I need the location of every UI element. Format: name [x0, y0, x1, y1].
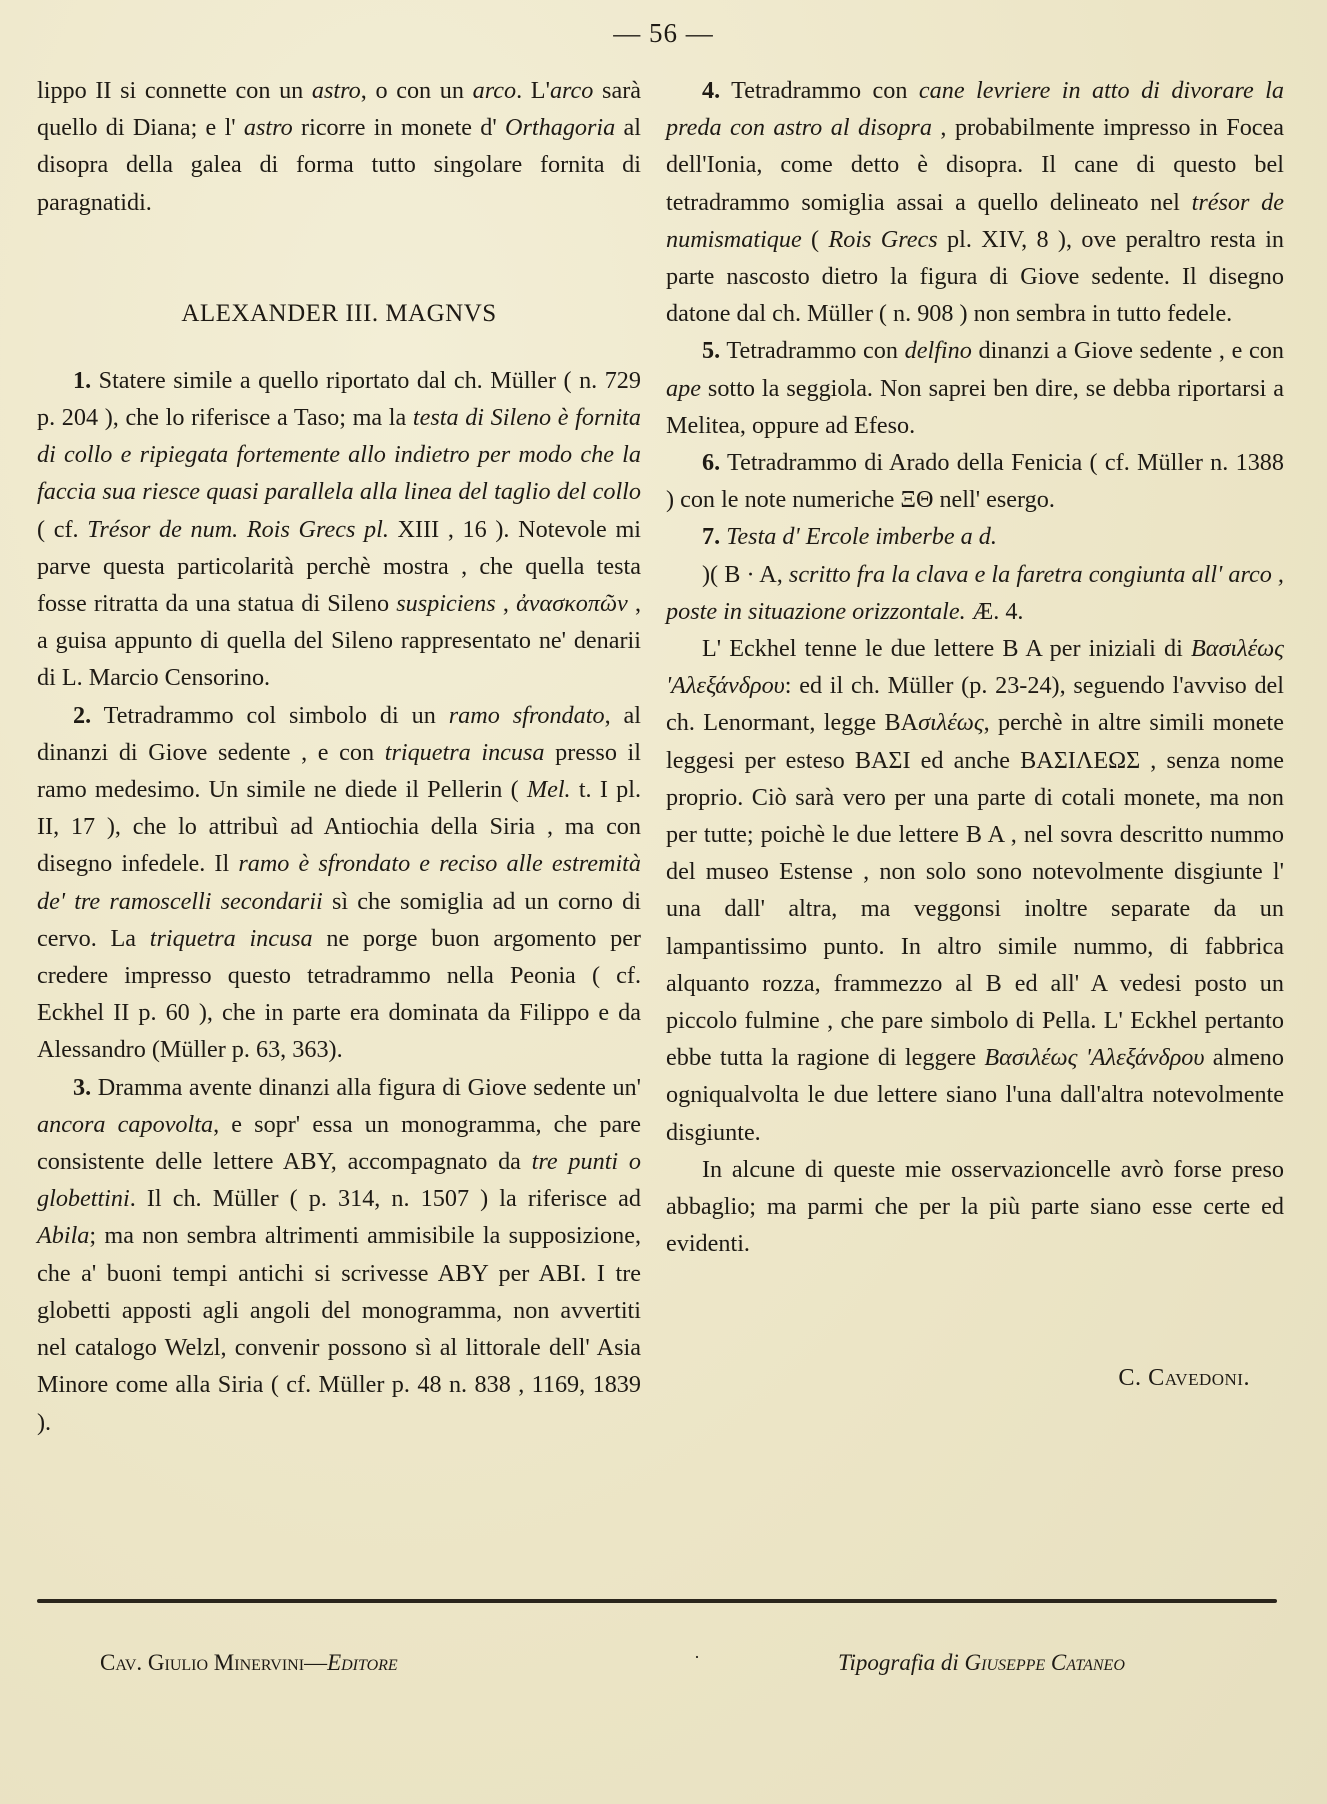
text-segment: , perchè in altre simili monete leggesi per esteso ΒΑΣΙ ed anche ΒΑΣΙΛΕΩΣ , senza nome proprio. Ciò sarà vero per una parte di cotali monete, ma non per tutte; poichè le due lettere B A , nel sovra descritto nummo del museo Estense , non solo sono notevolmente disgiunte l' una dall' altra, ma veggonsi inoltre separate da un lampantissimo punto. In altro simile nummo, di fabbrica alquanto rozza, frammezzo al B ed all' A vedesi posto un piccolo fulmine , che pare simbolo di Pella. L' Eckhel pertanto ebbe tutta la ragione di leggere	[666, 709, 1284, 1072]
continuation-paragraph	[37, 72, 641, 221]
text-segment: ( cf.	[37, 515, 88, 543]
text-segment: ancora capovolta	[37, 1110, 214, 1138]
text-segment: Abila	[37, 1222, 90, 1250]
text-segment: dinanzi a Giove sedente , e con	[971, 337, 1284, 365]
numbered-entry	[37, 697, 641, 1069]
editor-credit	[100, 1650, 398, 1676]
text-segment: . Il ch. Müller ( p. 314, n. 1507 ) la riferisce ad	[129, 1185, 641, 1213]
entry-number: 6.	[702, 449, 721, 477]
text-segment: trésor de numismatique	[666, 188, 1284, 253]
text-segment: ricorre in monete d'	[292, 114, 506, 142]
text-segment: , al dinanzi di Giove sedente , e con	[37, 701, 641, 766]
entry-number: 1.	[73, 366, 92, 394]
editor-role: Editore	[327, 1650, 398, 1675]
text-segment: pl. XIV, 8 ), ove peraltro resta in parte nascosto dietro la figura di Giove sedente. Il disegno datone dal ch. Müller ( n. 908 ) non sembra in tutto fedele.	[666, 225, 1285, 328]
author-signature: C. Cavedoni.	[1118, 1363, 1250, 1391]
section-title: ALEXANDER III. MAGNVS	[181, 299, 497, 327]
text-segment: al disopra della galea di forma tutto singolare fornita di paragnatidi.	[37, 114, 641, 216]
text-segment: ne porge buon argomento per credere impresso questo tetradrammo nella Peonia ( cf. Eckhel II p. 60 ), che in parte era dominata da Filippo e da Alessandro (Müller p. 63, 363).	[37, 924, 641, 1064]
text-segment: delfino	[904, 337, 972, 365]
numbered-entry	[666, 72, 1284, 332]
text-segment: Tetradrammo con	[720, 77, 919, 104]
editor-name: Cav. Giulio Minervini	[100, 1650, 305, 1675]
text-segment: astro	[243, 114, 293, 142]
text-segment: presso il ramo medesimo. Un simile ne diede il Pellerin (	[37, 738, 641, 804]
reverse-description	[666, 556, 1284, 630]
numbered-entry	[37, 362, 641, 697]
right-items	[666, 72, 1284, 556]
text-segment: ἀνασκοπῶν	[516, 590, 628, 618]
text-segment: L' Eckhel tenne le due lettere B A per iniziali di	[702, 635, 1191, 663]
text-segment: : ed il ch. Müller (p. 23-24), seguendo l'avviso del ch. Lenormant, legge ΒΑ	[666, 672, 1284, 737]
text-segment: Orthagoria	[505, 114, 616, 142]
left-items	[37, 362, 641, 1441]
text-segment: Βασιλέως 'Αλεξάνδρου	[666, 635, 1284, 700]
footer-dot: ·	[694, 1647, 700, 1667]
text-segment: Æ. 4.	[965, 597, 1024, 625]
text-segment: Statere simile a quello riportato dal ch. Müller ( n. 729 p. 204 ), che lo riferisce a Taso; ma la	[37, 366, 641, 432]
text-segment: Dramma avente dinanzi alla figura di Giove sedente un'	[91, 1073, 641, 1101]
text-segment: , a guisa appunto di quella del Sileno rappresentato ne' denarii di L. Marcio Censorino.	[37, 590, 641, 692]
text-segment: tre punti o globettini	[37, 1148, 641, 1213]
text-segment: , o con un	[360, 77, 473, 104]
left-column	[37, 72, 641, 1441]
footer-rule	[37, 1599, 1277, 1603]
text-segment: ,	[495, 590, 517, 618]
entry-number: 3.	[73, 1073, 92, 1101]
text-segment: arco	[472, 77, 517, 104]
text-segment: sarà quello di Diana; e l'	[37, 77, 641, 142]
text-segment: t. I pl. II, 17 ), che lo attribuì ad Antiochia della Siria , ma con disegno infedele. Il	[37, 776, 641, 878]
text-segment: Βασιλέως 'Αλεξάνδρου	[984, 1044, 1205, 1072]
page-number: — 56 —	[613, 18, 714, 48]
text-segment: astro	[311, 77, 361, 104]
commentary-paragraph	[666, 630, 1284, 1151]
text-segment: Tetradrammo di Arado della Fenicia ( cf. Müller n. 1388 ) con le note numeriche ΞΘ nell' esergo.	[666, 449, 1284, 514]
text-segment: Testa d' Ercole imberbe a d.	[720, 523, 997, 551]
text-segment: Rois Grecs	[828, 225, 938, 253]
text-segment: triquetra incusa	[384, 738, 545, 766]
text-segment: Trésor de num. Rois Grecs pl.	[87, 515, 389, 543]
text-segment: XIII , 16 ). Notevole mi parve questa particolarità perchè mostra , che quella testa fosse ritratta da una statua di Sileno	[37, 515, 641, 618]
text-segment: . L'	[516, 77, 550, 104]
text-segment: In alcune di queste mie osservazioncelle avrò forse preso abbaglio; ma parmi che per la più parte siano esse certe ed evidenti.	[666, 1155, 1284, 1258]
entry-number: 2.	[73, 701, 92, 729]
printer-name: Giuseppe Cataneo	[964, 1650, 1125, 1675]
text-segment: lippo II si connette con un	[37, 77, 312, 104]
text-segment: )( B · A,	[702, 560, 789, 588]
text-segment: σιλέως	[918, 709, 984, 737]
right-column	[666, 72, 1284, 1396]
numbered-entry	[666, 332, 1284, 444]
text-segment: scritto fra la clava e la faretra congiunta all' arco , poste in situazione orizzontale.	[666, 560, 1284, 625]
text-segment: testa di Sileno è fornita di collo e ripiegata fortemente allo indietro per modo che la faccia sua riesce quasi parallela alla linea del taglio del collo	[37, 404, 641, 506]
printer-credit	[838, 1650, 1125, 1676]
text-segment: ramo sfrondato	[448, 701, 605, 729]
text-segment: almeno ogniqualvolta le due lettere siano l'una dall'altra notevolmente disgiunte.	[666, 1044, 1284, 1146]
text-segment: Tetradrammo col simbolo di un	[91, 701, 449, 729]
text-segment: arco	[549, 77, 594, 104]
numbered-entry	[37, 1069, 641, 1441]
text-segment: Tetradrammo con	[720, 337, 905, 365]
text-segment: cane levriere in atto di divorare la preda con astro al disopra	[666, 77, 1284, 142]
text-segment: ape	[666, 374, 701, 402]
text-segment: , probabilmente impresso in Focea dell'Ionia, come detto è disopra. Il cane di questo bel tetradrammo somiglia assai a quello delineato nel	[666, 114, 1285, 216]
text-segment: sotto la seggiola. Non saprei ben dire, se debba riportarsi a Melitea, oppure ad Efeso.	[666, 374, 1284, 439]
numbered-entry	[666, 444, 1284, 518]
text-segment: sì che somiglia ad un corno di cervo. La	[37, 887, 641, 952]
text-segment: , e sopr' essa un monogramma, che pare consistente delle lettere ABY, accompagnato da	[37, 1110, 641, 1176]
entry-number: 4.	[702, 77, 721, 104]
text-segment: (	[801, 225, 829, 253]
numbered-entry	[666, 518, 1284, 555]
text-segment: suspiciens	[396, 590, 496, 618]
entry-number: 7.	[702, 523, 721, 551]
text-segment: ; ma non sembra altrimenti ammisibile la supposizione, che a' buoni tempi antichi si scrivesse ABY per ABI. I tre globetti apposti agli angoli del monogramma, non avvertiti nel catalogo Welzl, convenir possono sì al littorale dell' Asia Minore come alla Siria ( cf. Müller p. 48 n. 838 , 1169, 1839 ).	[37, 1222, 641, 1436]
text-segment: triquetra incusa	[149, 924, 313, 952]
entry-number: 5.	[702, 337, 721, 365]
closing-paragraph	[666, 1151, 1284, 1263]
text-segment: ramo è sfrondato e reciso alle estremità de' tre ramoscelli secondarii	[37, 850, 641, 915]
printer-prefix: Tipografia di	[838, 1650, 959, 1675]
text-segment: Mel.	[526, 776, 571, 804]
editor-dash: —	[304, 1650, 328, 1675]
